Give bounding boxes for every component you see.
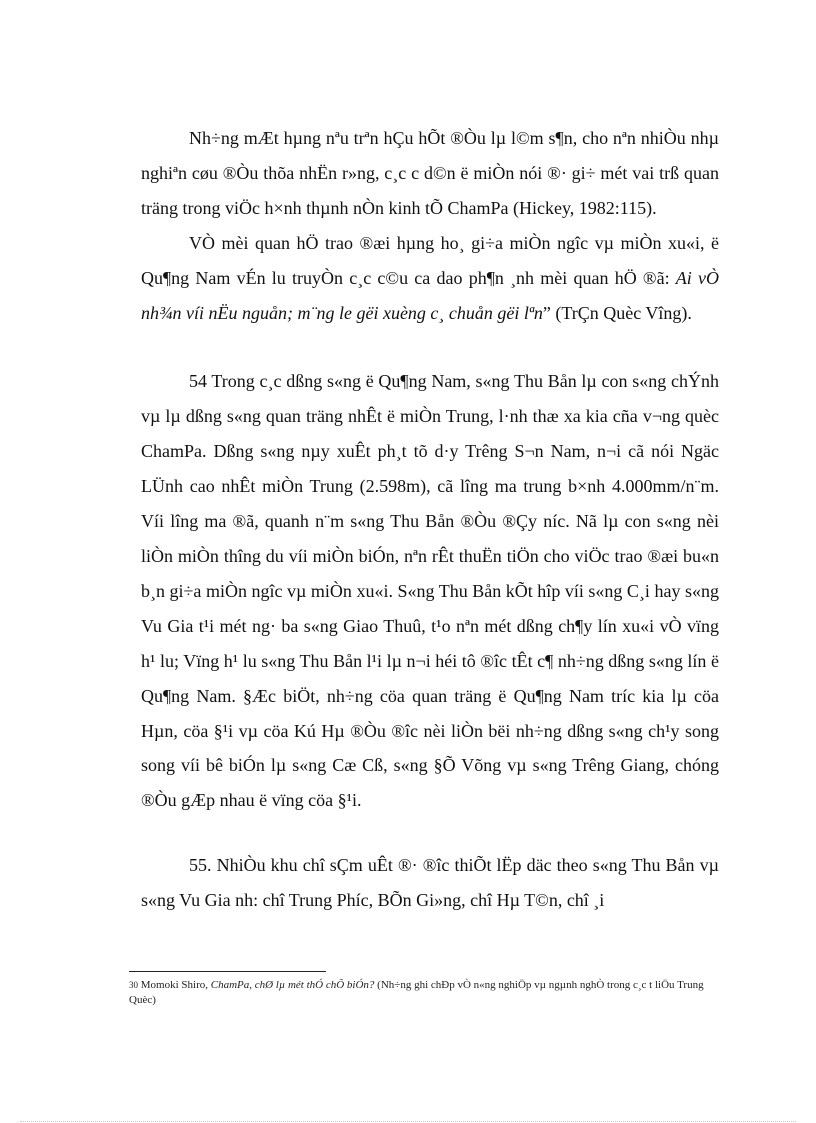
paragraph-trade-relations-intro: VÒ mèi quan hÖ trao ®æi hµng ho¸ gi÷a miÒn ngîc vµ miÒn xu«i, ë Qu¶ng Nam vÉn lu truyÒn c¸c c©u ca dao ph¶n ¸nh mèi quan hÖ ®ã: (141, 232, 719, 288)
footnote-author: Momoki Shiro, (140, 979, 211, 991)
folk-verse-quote: Ai vÒ nh¾n víi nËu nguån; m¨ng le gëi xuèng c¸ chuån gëi lªn (141, 267, 719, 323)
paragraph-trade-relations-citation: ” (TrÇn Quèc Vîng). (542, 302, 692, 323)
paragraph-54-thu-bon-river: 54 Trong c¸c dßng s«ng ë Qu¶ng Nam, s«ng Thu Bån lµ con s«ng chÝnh vµ lµ dßng s«ng quan träng nhÊt ë miÒn Trung, l·nh thæ xa kia cña v¬ng quèc ChamPa. Dßng s«ng nµy xuÊt ph¸t tõ d·y Trêng S¬n Nam, n¬i cã nói Ngäc LÜnh cao nhÊt miÒn Trung (2.598m), cã lîng ma trung b×nh 4.000mm/n¨m. Víi lîng ma ®ã, quanh n¨m s«ng Thu Bån ®Òu ®Çy níc. Nã lµ con s«ng nèi liÒn miÒn thîng du víi miÒn biÓn, nªn rÊt thuËn tiÖn cho viÖc trao ®æi bu«n b¸n gi÷a miÒn ngîc vµ miÒn xu«i. S«ng Thu Bån kÕt hîp víi s«ng C¸i hay s«ng Vu Gia t¹i mét ng· ba s«ng Giao Thuû, t¹o nªn mét dßng ch¶y lín xu«i vÒ vïng h¹ lu; Vïng h¹ lu s«ng Thu Bån l¹i lµ n¬i héi tô ®îc tÊt c¶ nh÷ng dßng s«ng lín ë Qu¶ng Nam. §Æc biÖt, nh÷ng cöa quan träng ë Qu¶ng Nam tríc kia lµ cöa Hµn, cöa §¹i vµ cöa Kú Hµ ®Òu ®îc nèi liÒn bëi nh÷ng dßng s«ng ch¹y song song víi bê biÓn lµ s«ng Cæ Cß, s«ng §Õ Võng vµ s«ng Trêng Giang, chóng ®Òu gÆp nhau ë vïng cöa §¹i. (141, 371, 719, 811)
paragraph-trade-relations (141, 226, 719, 331)
footnote (129, 978, 725, 1008)
footnote-description: (Nh÷ng ghi chÐp vÒ n«ng nghiÖp vµ ngµnh nghÒ trong c¸c t liÖu Trung Quèc) (129, 979, 704, 1006)
paragraph-forest-products: Nh÷ng mÆt hµng nªu trªn hÇu hÕt ®Òu lµ l©m s¶n, cho nªn nhiÒu nhµ nghiªn cøu ®Òu thõa nhËn r»ng, c¸c c d©n ë miÒn nói ®· gi÷ mét vai trß quan träng trong viÖc h×nh thµnh nÒn kinh tÕ ChamPa (Hickey, 1982:115). (141, 128, 719, 218)
page-bottom-edge (20, 1121, 796, 1122)
footnote-title: ChamPa, chØ lµ mét thÓ chÕ biÓn? (210, 979, 375, 991)
footnote-divider (129, 971, 326, 972)
body-text (141, 121, 719, 918)
footnote-number: 30 (129, 980, 138, 990)
paragraph-55-markets: 55. NhiÒu khu chî sÇm uÊt ®· ®îc thiÕt lËp däc theo s«ng Thu Bån vµ s«ng Vu Gia nh: chî Trung Phíc, BÕn Gi»ng, chî Hµ T©n, chî ¸i (141, 855, 719, 911)
